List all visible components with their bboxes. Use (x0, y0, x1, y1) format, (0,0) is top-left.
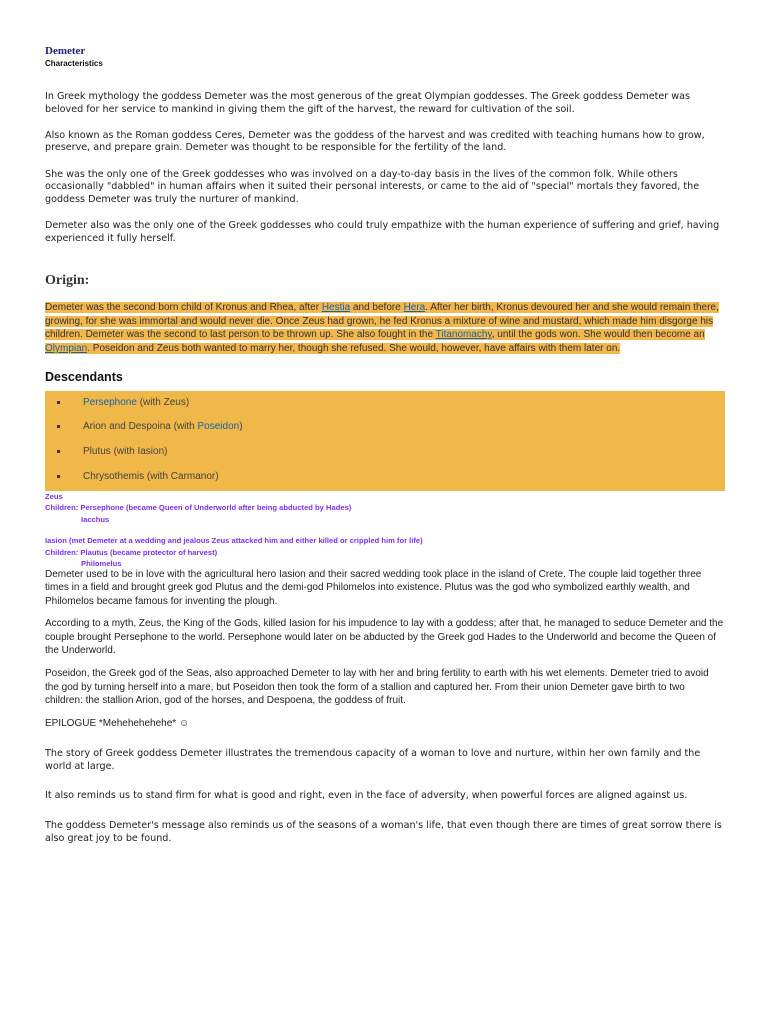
page-subtitle: Characteristics (45, 59, 103, 68)
bullet-icon (57, 401, 60, 404)
hestia-link[interactable]: Hestia (321, 302, 351, 314)
list-item: Chrysothemis (with Carmanor) (57, 468, 725, 493)
epilogue-line: EPILOGUE *Mehehehehehe* ☺ (45, 717, 190, 729)
bullet-icon (57, 425, 60, 428)
zeus-child-note: Iacchus (81, 514, 110, 524)
bullet-icon (57, 450, 60, 453)
spacer (45, 525, 725, 535)
descendants-box (45, 391, 725, 491)
list-item: Arion and Despoina (with Poseidon) (57, 418, 725, 443)
olympian-link[interactable]: Olympian (45, 342, 88, 354)
outro-paragraph: The story of Greek goddess Demeter illustrates the tremendous capacity of a woman to love and nurture, within her own family and the world at large. (45, 747, 701, 772)
titanomachy-link[interactable]: Titanomachy (435, 329, 492, 341)
page-title: Demeter (45, 45, 86, 57)
intro-paragraph: Demeter also was the only one of the Greek goddesses who could truly empathize with the human experience of suffering and grief, having experienced it fully herself. (45, 219, 720, 244)
hera-link[interactable]: Hera (403, 302, 426, 314)
list-item: Plutus (with Iasion) (57, 443, 725, 468)
origin-text: and before (350, 302, 404, 314)
outro-paragraph: The goddess Demeter's message also reminds us of the seasons of a woman's life, that even though there are times of great sorrow there is also great joy to be found. (45, 820, 722, 845)
descendants-heading: Descendants (45, 369, 123, 384)
story-paragraph: Poseidon, the Greek god of the Seas, also approached Demeter to lay with her and bring fertility to earth with his wet elements. Demeter tried to avoid the god by turning herself into a mare, but Poseidon then took the form of a stallion and captured her. From their union Demeter gave birth to two children: the stallion Arion, god of the horses, and Despoena, the goddess of fruit. (45, 668, 709, 707)
intro-paragraph: Also known as the Roman goddess Ceres, Demeter was the goddess of the harvest and was credited with teaching humans how to grow, preserve, and prepare grain. Demeter was thought to be responsible for the fertility of the land. (45, 129, 705, 154)
bullet-icon (57, 475, 60, 478)
origin-heading: Origin: (45, 273, 90, 289)
persephone-link[interactable]: Persephone (83, 396, 137, 408)
intro-paragraph: In Greek mythology the goddess Demeter was the most generous of the great Olympian goddesses. The Greek goddess Demeter was beloved for her service to mankind in giving them the gift of the harvest, the reward for cultivation of the soil. (45, 91, 691, 115)
poseidon-link[interactable]: Poseidon (197, 421, 240, 433)
outro-section (45, 748, 725, 846)
zeus-note: Zeus (45, 491, 63, 501)
document-page (45, 45, 725, 863)
iasion-children-note: Children: Plautus (became protector of harvest) (45, 547, 218, 557)
story-paragraph: Demeter used to be in love with the agricultural hero Iasion and their sacred wedding took place in the island of Crete. The couple laid together three times in a field and brought greek god Plutus and the demi-god Philomelos into existence. Plutus was the god who symbolized earthly wealth, and Philomelos became famous for inventing the plough. (45, 568, 702, 607)
intro-paragraph: She was the only one of the Greek goddesses who was involved on a day-to-day basis in the lives of the common folk. While others occasionally "dabbled" in human affairs when it suited their personal interests, or came to the aid of "special" mortals they favored, the goddess Demeter was truly the nurturer of mankind. (45, 168, 700, 205)
story-section (45, 568, 725, 708)
outro-paragraph: It also reminds us to stand firm for what is good and right, even in the face of adversity, when powerful forces are aligned against us. (45, 790, 688, 802)
intro-section (45, 91, 725, 245)
iasion-note: Iasion (met Demeter at a wedding and jealous Zeus attacked him and either killed or crippled him for life) (45, 536, 423, 545)
origin-text: . Poseidon and Zeus both wanted to marry her, though she refused. She would, however, have affairs with them later on. (87, 342, 621, 354)
zeus-children-note: Children: Persephone (became Queen of Underworld after being abducted by Hades) (45, 503, 352, 512)
origin-paragraph (45, 301, 725, 355)
list-item: Persephone (with Zeus) (57, 394, 725, 419)
iasion-child-note: Philomelus (81, 559, 122, 568)
descendants-list (45, 394, 725, 493)
story-paragraph: According to a myth, Zeus, the King of the Gods, killed Iasion for his impudence to lay with a goddess; after that, he managed to seduce Demeter and the couple brought Persephone to the world. Persephone would later on be abducted by the Greek god Hades to the Underworld and become the Queen of the Underworld. (45, 618, 724, 657)
origin-text: . After her birth, Kronus devoured her and she would remain there, growing, for she was immortal and would never die. Once Zeus had grown, he fed Kronus a mixture of wine and mustard, which made him disgorge his children. Demeter was the second to last person to be thrown up. She also fought in the (45, 302, 719, 341)
origin-text: , until the gods won. She would then become an (491, 329, 705, 341)
origin-text: Demeter was the second born child of Kronus and Rhea, after (45, 302, 322, 314)
